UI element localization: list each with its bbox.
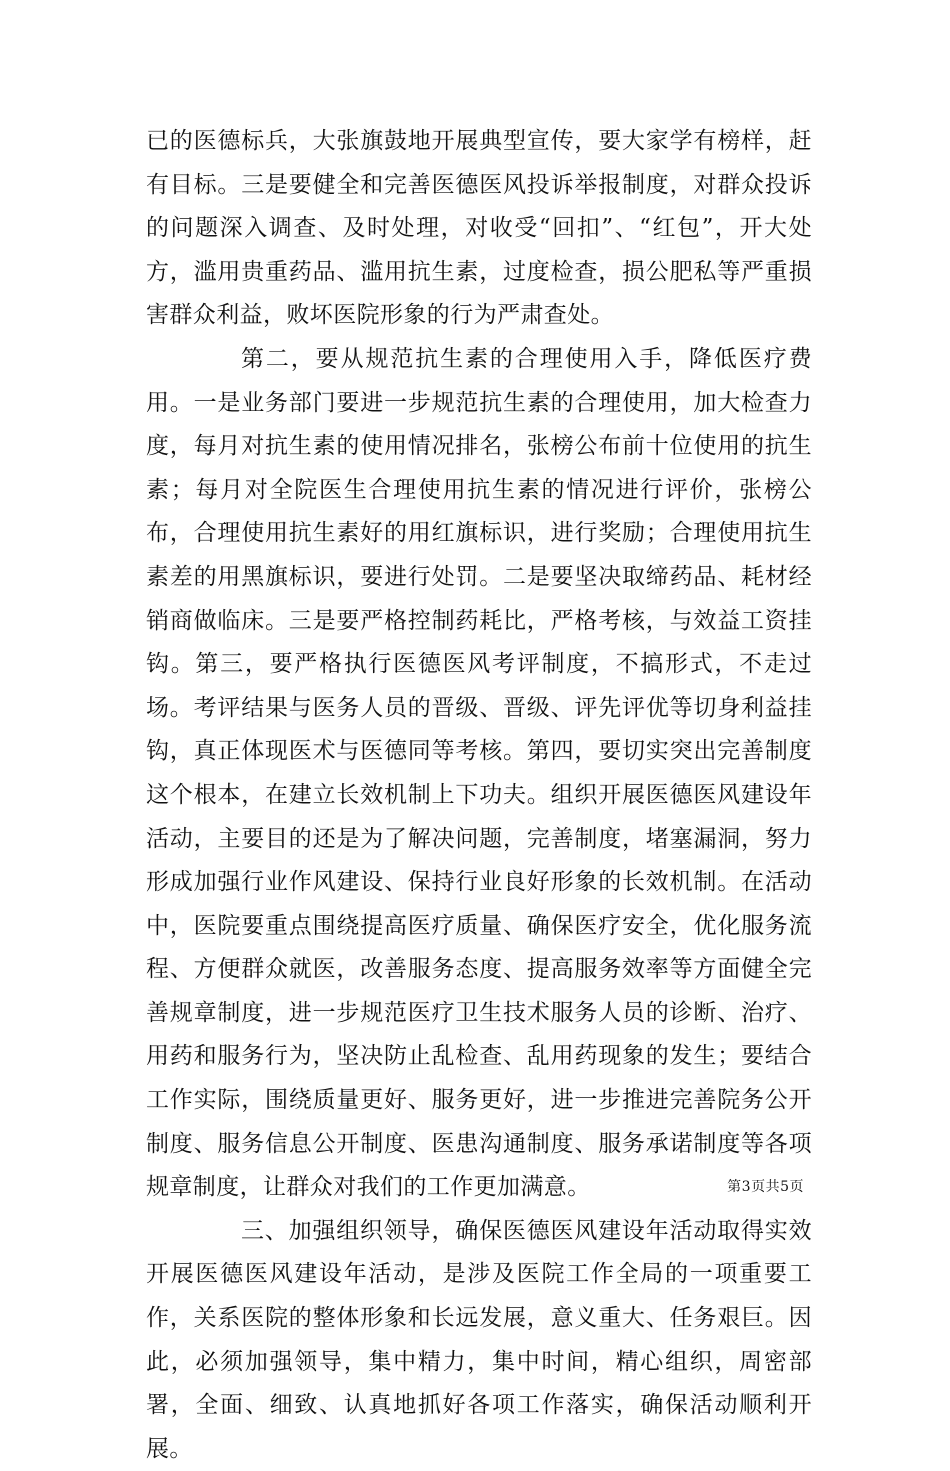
paragraph-3: 三、加强组织领导，确保医德医风建设年活动取得实效开展医德医风建设年活动，是涉及医院工作全局的一项重要工作，关系医院的整体形象和长远发展，意义重大、任务艰巨。因此，必须加强领导，集中精力，集中时间，精心组织，周密部署，全面、细致、认真地抓好各项工作落实，确保活动顺利开展。 [146, 1217, 812, 1462]
document-body [146, 120, 812, 1471]
page-number-footer: 第3页共5页 [727, 1179, 804, 1195]
paragraph-1: 已的医德标兵，大张旗鼓地开展典型宣传，要大家学有榜样，赶有目标。三是要健全和完善医德医风投诉举报制度，对群众投诉的问题深入调查、及时处理，对收受“回扣”、“红包”，开大处方，滥用贵重药品、滥用抗生素，过度检查，损公肥私等严重损害群众利益，败坏医院形象的行为严肃查处。 [146, 128, 812, 329]
paragraph-2: 第二，要从规范抗生素的合理使用入手，降低医疗费用。一是业务部门要进一步规范抗生素的合理使用，加大检查力度，每月对抗生素的使用情况排名，张榜公布前十位使用的抗生素；每月对全院医生合理使用抗生素的情况进行评价，张榜公布，合理使用抗生素好的用红旗标识，进行奖励；合理使用抗生素差的用黑旗标识，要进行处罚。二是要坚决取缔药品、耗材经销商做临床。三是要严格控制药耗比，严格考核，与效益工资挂钩。第三，要严格执行医德医风考评制度，不搞形式，不走过场。考评结果与医务人员的晋级、晋级、评先评优等切身利益挂钩，真正体现医术与医德同等考核。第四，要切实突出完善制度这个根本，在建立长效机制上下功夫。组织开展医德医风建设年活动，主要目的还是为了解决问题，完善制度，堵塞漏洞，努力形成加强行业作风建设、保持行业良好形象的长效机制。在活动中，医院要重点围绕提高医疗质量、确保医疗安全，优化服务流程、方便群众就医，改善服务态度、提高服务效率等方面健全完善规章制度，进一步规范医疗卫生技术服务人员的诊断、治疗、用药和服务行为，坚决防止乱检查、乱用药现象的发生；要结合工作实际，围绕质量更好、服务更好，进一步推进完善院务公开制度、服务信息公开制度、医患沟通制度、服务承诺制度等各项规章制度，让群众对我们的工作更加满意。 [146, 345, 812, 1201]
